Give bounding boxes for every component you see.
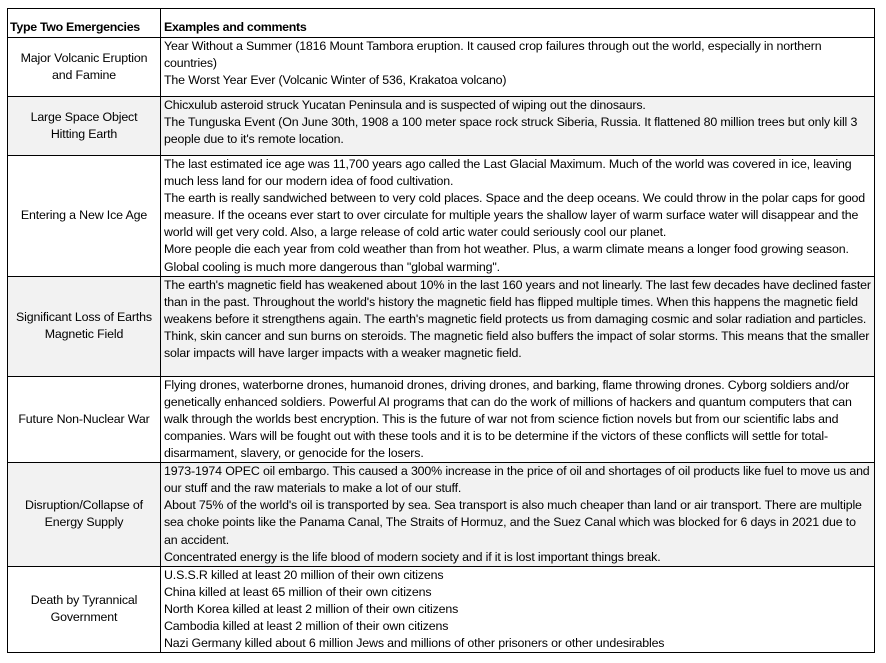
- header-examples-cell[interactable]: Examples and comments: [161, 9, 875, 38]
- type-cell[interactable]: Disruption/Collapse of Energy Supply: [8, 463, 161, 567]
- example-line: 1973-1974 OPEC oil embargo. This caused a 300% increase in the price of oil and shortages of oil products like fuel to move us and our stuff and the raw materials to make a lot of our stuff.: [164, 464, 870, 496]
- example-line: Concentrated energy is the life blood of modern society and if it is lost important things break.: [164, 549, 661, 564]
- example-line: Year Without a Summer (1816 Mount Tambora eruption. It caused crop failures through out the world, especially in northern countries): [164, 39, 822, 71]
- example-line: About 75% of the world's oil is transported by sea. Sea transport is also much cheaper than land or air transport. There are multiple sea choke points like the Panama Canal, The Straits of Hormuz, and the Suez Canal which was blocked for 6 days in 2021 due to an accident.: [164, 498, 862, 547]
- examples-cell[interactable]: [161, 38, 875, 97]
- example-line: China killed at least 65 million of their own citizens: [164, 584, 432, 599]
- example-line: Cambodia killed at least 2 million of their own citizens: [164, 618, 449, 633]
- table-row: [8, 156, 875, 277]
- example-line: Nazi Germany killed about 6 million Jews and millions of other prisoners or other undesirables: [164, 636, 665, 651]
- type-cell[interactable]: Significant Loss of Earths Magnetic Field: [8, 276, 161, 376]
- header-type-cell[interactable]: Type Two Emergencies: [8, 9, 161, 38]
- header-row: [8, 9, 875, 38]
- type-cell[interactable]: Future Non-Nuclear War: [8, 376, 161, 462]
- examples-cell[interactable]: [161, 97, 875, 156]
- emergencies-table: [7, 8, 875, 653]
- example-line: The Worst Year Ever (Volcanic Winter of 536, Krakatoa volcano): [164, 73, 507, 88]
- examples-cell[interactable]: [161, 276, 875, 376]
- example-line: The earth's magnetic field has weakened about 10% in the last 160 years and not linearly. The last few decades have declined faster than in the past. Throughout the world's history the magnetic field has flipped multiple times. When this happens the magnetic field weakens before it strengthens again. The earth's magnetic field protects us from damaging cosmic and solar radiation and particles. Think, skin cancer and sun burns on steroids. The magnetic field also buffers the impact of solar storms. This means that the smaller solar impacts will have larger impacts with a weaker magnetic field.: [164, 277, 871, 361]
- example-line: North Korea killed at least 2 million of their own citizens: [164, 601, 459, 616]
- example-line: U.S.S.R killed at least 20 million of their own citizens: [164, 567, 444, 582]
- type-cell[interactable]: Large Space Object Hitting Earth: [8, 97, 161, 156]
- table-row: [8, 97, 875, 156]
- example-line: The last estimated ice age was 11,700 years ago called the Last Glacial Maximum. Much of the world was covered in ice, leaving much less land for our modern idea of food cultivation.: [164, 157, 852, 189]
- example-line: The Tunguska Event (On June 30th, 1908 a 100 meter space rock struck Siberia, Russia. It flattened 80 million trees but only kill 3 people due to it's remote location.: [164, 115, 858, 147]
- example-line: More people die each year from cold weather than from hot weather. Plus, a warm climate means a longer food growing season. Global cooling is much more dangerous than "global warming".: [164, 242, 849, 274]
- examples-cell[interactable]: [161, 376, 875, 462]
- examples-cell[interactable]: [161, 156, 875, 277]
- table-row: [8, 376, 875, 462]
- type-cell[interactable]: Major Volcanic Eruption and Famine: [8, 38, 161, 97]
- type-cell[interactable]: Death by Tyrannical Government: [8, 566, 161, 652]
- table-row: [8, 463, 875, 567]
- example-line: The earth is really sandwiched between to very cold places. Space and the deep oceans. We could throw in the polar caps for good measure. If the oceans ever start to over circulate for multiple years the shallow layer of warm surface water will disappear and the world will get very cold. Also, a large release of cold artic water could seriously cool our planet.: [164, 191, 866, 240]
- examples-cell[interactable]: [161, 463, 875, 567]
- example-line: Chicxulub asteroid struck Yucatan Peninsula and is suspected of wiping out the dinosaurs.: [164, 98, 646, 112]
- table-row: [8, 566, 875, 652]
- examples-cell[interactable]: [161, 566, 875, 652]
- table-row: [8, 38, 875, 97]
- table-row: [8, 276, 875, 376]
- example-line: Flying drones, waterborne drones, humanoid drones, driving drones, and barking, flame throwing drones. Cyborg soldiers and/or genetically enhanced soldiers. Powerful AI programs that can do the work of millions of hackers and quantum computers that can walk through the worlds best encryption. This is the future of war not from science fiction novels but from our scientific labs and companies. Wars will be fought out with these tools and it is to be determine if the victors of these conflicts will settle for total-disarmament, slavery, or genocide for the losers.: [164, 377, 852, 461]
- type-cell[interactable]: Entering a New Ice Age: [8, 156, 161, 277]
